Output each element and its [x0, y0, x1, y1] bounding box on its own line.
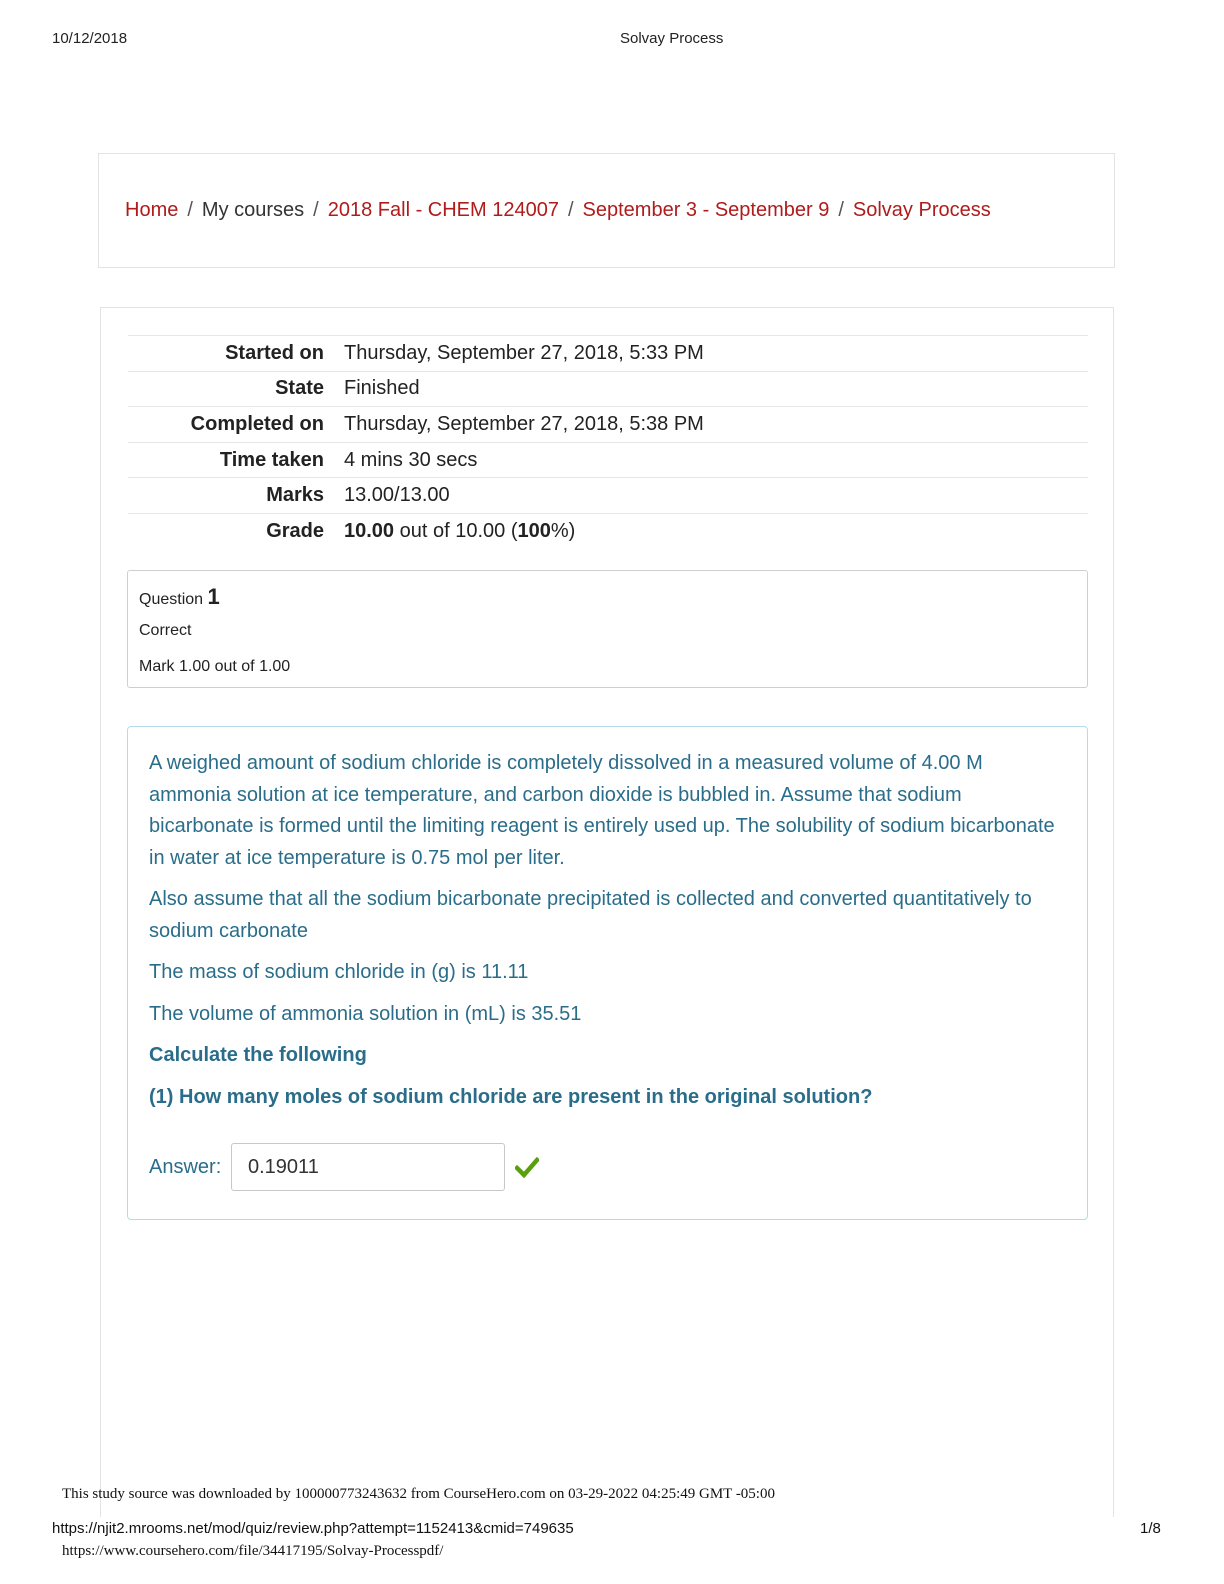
grade-label: Grade — [266, 520, 324, 543]
summary-row-grade — [128, 513, 1088, 549]
breadcrumb-my-courses: My courses — [201, 199, 305, 221]
source-url: https://www.coursehero.com/file/34417195/Solvay-Processpdf/ — [62, 1543, 444, 1559]
breadcrumb-home[interactable]: Home — [125, 199, 179, 221]
summary-row-state — [128, 371, 1088, 407]
grade-middle: out of 10.00 ( — [394, 520, 518, 543]
answer-row — [149, 1143, 649, 1191]
question-paragraph: Also assume that all the sodium bicarbonate precipitated is collected and converted quantitatively to sodium carbonate — [149, 888, 1032, 942]
question-text — [149, 748, 1059, 1123]
marks-label: Marks — [266, 484, 324, 507]
attempt-summary-table — [128, 335, 1088, 549]
grade-value — [344, 513, 1088, 549]
breadcrumb-quiz[interactable]: Solvay Process — [852, 199, 991, 221]
print-title: Solvay Process — [620, 30, 724, 47]
question-number-value: 1 — [207, 584, 220, 609]
time-taken-label: Time taken — [219, 448, 324, 471]
summary-row-started — [128, 336, 1088, 372]
breadcrumb-separator: / — [313, 199, 319, 221]
page-number: 1/8 — [1140, 1520, 1161, 1537]
question-content-panel — [127, 726, 1088, 1220]
summary-row-marks — [128, 478, 1088, 514]
breadcrumb-course[interactable]: 2018 Fall - CHEM 124007 — [327, 199, 559, 221]
question-number — [139, 584, 220, 610]
question-paragraph: The mass of sodium chloride in (g) is 11.11 — [149, 961, 529, 983]
question-prompt: (1) How many moles of sodium chloride are present in the original solution? — [149, 1085, 873, 1108]
breadcrumb-section[interactable]: September 3 - September 9 — [582, 199, 830, 221]
breadcrumb — [125, 199, 991, 222]
grade-score: 10.00 — [344, 520, 395, 543]
state-label: State — [275, 377, 324, 400]
summary-row-time — [128, 442, 1088, 478]
started-on-label: Started on — [225, 341, 324, 364]
question-paragraph: A weighed amount of sodium chloride is completely dissolved in a measured volume of 4.00 M ammonia solution at ice temperature, and carbon dioxide is bubbled in. Assume that sodium bicarbonate is formed until the limiting reagent is entirely used up. The solubility of sodium bicarbonate in water at ice temperature is 0.75 mol per liter. — [149, 752, 1055, 869]
question-instruction: Calculate the following — [149, 1044, 367, 1066]
question-mark: Mark 1.00 out of 1.00 — [139, 658, 291, 675]
check-icon — [515, 1155, 539, 1179]
question-paragraph: The volume of ammonia solution in (mL) is 35.51 — [149, 1002, 582, 1025]
answer-input[interactable] — [231, 1143, 505, 1191]
marks-value: 13.00/13.00 — [344, 484, 450, 507]
breadcrumb-separator: / — [187, 199, 193, 221]
breadcrumb-separator: / — [567, 199, 574, 221]
answer-label: Answer: — [149, 1156, 222, 1178]
summary-row-completed — [128, 407, 1088, 443]
question-info-panel — [127, 570, 1088, 688]
question-state: Correct — [139, 622, 192, 639]
breadcrumb-container — [98, 153, 1115, 268]
grade-percent: 100 — [517, 520, 551, 543]
print-date: 10/12/2018 — [52, 30, 128, 47]
completed-on-label: Completed on — [190, 412, 324, 435]
breadcrumb-separator: / — [838, 199, 844, 221]
page-url: https://njit2.mrooms.net/mod/quiz/review.php?attempt=1152413&cmid=749635 — [52, 1520, 574, 1537]
started-on-value: Thursday, September 27, 2018, 5:33 PM — [344, 341, 704, 364]
question-label: Question — [139, 591, 204, 608]
download-watermark: This study source was downloaded by 100000773243632 from CourseHero.com on 03-29-2022 04:25:49 GMT -05:00 — [62, 1486, 775, 1502]
completed-on-value: Thursday, September 27, 2018, 5:38 PM — [344, 412, 704, 435]
grade-suffix: %) — [550, 520, 576, 543]
state-value: Finished — [344, 377, 420, 400]
time-taken-value: 4 mins 30 secs — [344, 448, 478, 471]
